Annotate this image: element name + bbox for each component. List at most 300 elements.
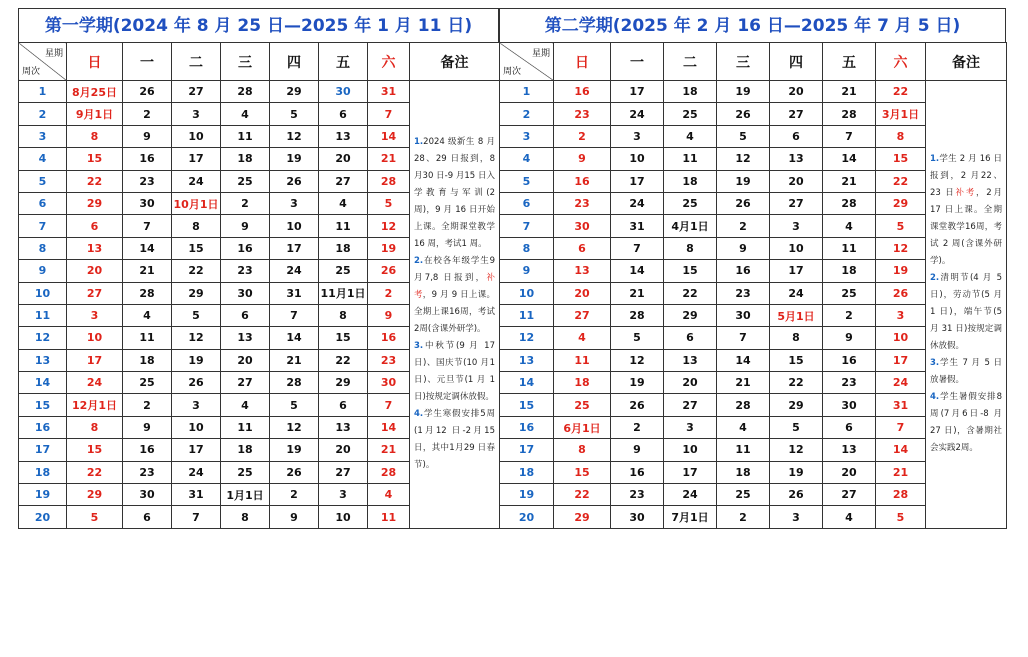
day-cell-thu: 22 [770,372,823,394]
day-cell-sun: 18 [554,372,611,394]
day-cell-wed: 8 [221,506,270,528]
day-cell-sat: 26 [876,282,926,304]
day-cell-wed: 2 [717,506,770,528]
day-header-tue: 二 [664,43,717,81]
day-cell-fri: 6 [319,103,368,125]
day-cell-sat: 26 [368,260,410,282]
day-cell-fri: 3 [319,484,368,506]
semester-1-title: 第一学期(2024 年 8 月 25 日—2025 年 1 月 11 日) [18,8,499,42]
day-cell-tue: 18 [664,170,717,192]
day-cell-mon: 23 [611,484,664,506]
day-cell-sat: 22 [876,170,926,192]
day-cell-wed: 30 [717,304,770,326]
day-cell-sat: 21 [876,461,926,483]
semester-2-title: 第二学期(2025 年 2 月 16 日—2025 年 7 月 5 日) [499,8,1006,42]
week-number: 9 [500,260,554,282]
day-cell-thu: 6 [770,125,823,147]
day-cell-tue: 22 [664,282,717,304]
day-cell-mon: 9 [123,125,172,147]
day-cell-fri: 13 [823,439,876,461]
note-number: 3. [414,341,424,352]
day-cell-fri: 23 [823,372,876,394]
day-cell-sun: 4 [554,327,611,349]
corner-weekday-label: 星期 [531,49,550,59]
day-cell-thu: 21 [270,349,319,371]
week-number: 9 [19,260,67,282]
day-cell-thu: 13 [770,148,823,170]
day-cell-wed: 2 [221,192,270,214]
day-cell-sun: 30 [554,215,611,237]
day-cell-thu: 5 [270,394,319,416]
day-cell-wed: 2 [717,215,770,237]
semester-1-weeks [19,81,500,529]
day-cell-fri: 16 [823,349,876,371]
week-number: 18 [500,461,554,483]
day-cell-wed: 12 [717,148,770,170]
day-cell-sat: 8 [876,125,926,147]
week-number: 2 [19,103,67,125]
day-cell-mon: 30 [611,506,664,528]
day-cell-mon: 30 [123,484,172,506]
day-cell-thu: 3 [270,192,319,214]
day-cell-sun: 6 [554,237,611,259]
day-cell-mon: 3 [611,125,664,147]
day-cell-sun: 20 [67,260,123,282]
day-cell-mon: 14 [123,237,172,259]
day-cell-sat: 12 [368,215,410,237]
week-number: 20 [500,506,554,528]
day-header-tue: 二 [172,43,221,81]
day-cell-sat: 5 [876,506,926,528]
day-cell-sun: 29 [67,192,123,214]
day-cell-tue: 6 [664,327,717,349]
day-cell-tue: 24 [664,484,717,506]
semester-2-weeks [500,81,1007,529]
note-item [414,134,495,253]
day-cell-sat: 22 [876,81,926,103]
day-cell-fri: 13 [319,125,368,147]
day-cell-fri: 13 [319,416,368,438]
week-number: 7 [19,215,67,237]
day-cell-mon: 7 [123,215,172,237]
day-cell-fri: 18 [319,237,368,259]
day-cell-thu: 26 [270,170,319,192]
day-cell-sun: 11 [554,349,611,371]
day-cell-thu: 29 [770,394,823,416]
day-cell-tue: 22 [172,260,221,282]
day-cell-sat: 17 [876,349,926,371]
day-cell-fri: 2 [823,304,876,326]
notes-cell [926,81,1007,529]
day-cell-tue: 18 [664,81,717,103]
day-cell-sat: 2 [368,282,410,304]
day-cell-tue: 8 [172,215,221,237]
day-cell-thu: 19 [770,461,823,483]
day-cell-tue: 3 [172,103,221,125]
day-cell-wed: 26 [717,103,770,125]
day-cell-wed: 30 [221,282,270,304]
day-cell-mon: 16 [123,439,172,461]
day-header-mon: 一 [611,43,664,81]
week-number: 15 [19,394,67,416]
day-cell-sun: 8 [554,439,611,461]
day-cell-mon: 17 [611,81,664,103]
week-number: 5 [19,170,67,192]
week-number: 3 [500,125,554,147]
week-number: 4 [500,148,554,170]
day-cell-sat: 14 [368,125,410,147]
day-cell-wed: 7 [717,327,770,349]
corner-cell [500,43,554,81]
day-cell-sun: 13 [554,260,611,282]
day-cell-sat: 23 [368,349,410,371]
day-cell-tue: 17 [172,439,221,461]
day-cell-tue: 29 [172,282,221,304]
day-cell-tue: 27 [664,394,717,416]
day-cell-sun: 22 [554,484,611,506]
day-cell-tue: 10月1日 [172,192,221,214]
day-cell-sun: 8 [67,416,123,438]
day-header-fri: 五 [823,43,876,81]
header-row [500,43,1007,81]
day-cell-sun: 3 [67,304,123,326]
week-number: 7 [500,215,554,237]
day-cell-sat: 31 [368,81,410,103]
day-cell-tue: 19 [172,349,221,371]
note-item [414,253,495,338]
day-cell-sun: 15 [67,148,123,170]
notes-header: 备注 [410,43,500,81]
note-item [930,389,1002,457]
week-number: 17 [500,439,554,461]
day-cell-sat: 14 [876,439,926,461]
day-cell-mon: 17 [611,170,664,192]
day-cell-thu: 17 [770,260,823,282]
week-number: 13 [19,349,67,371]
day-cell-sat: 30 [368,372,410,394]
day-cell-tue: 10 [172,416,221,438]
day-cell-wed: 11 [221,416,270,438]
day-cell-fri: 11月1日 [319,282,368,304]
day-cell-fri: 4 [319,192,368,214]
day-header-sat: 六 [876,43,926,81]
day-cell-wed: 11 [717,439,770,461]
day-cell-sun: 8月25日 [67,81,123,103]
day-cell-fri: 30 [823,394,876,416]
day-cell-thu: 3 [770,506,823,528]
day-cell-fri: 11 [319,215,368,237]
day-cell-wed: 14 [717,349,770,371]
day-cell-sun: 10 [67,327,123,349]
day-cell-sat: 19 [368,237,410,259]
day-cell-thu: 26 [270,461,319,483]
day-cell-sun: 15 [67,439,123,461]
day-cell-fri: 15 [319,327,368,349]
day-cell-fri: 4 [823,215,876,237]
day-cell-wed: 4 [221,394,270,416]
day-cell-tue: 15 [172,237,221,259]
day-cell-sat: 21 [368,148,410,170]
day-cell-sat: 12 [876,237,926,259]
day-cell-tue: 10 [664,439,717,461]
day-cell-fri: 8 [319,304,368,326]
day-cell-thu: 15 [770,349,823,371]
day-cell-thu: 19 [270,439,319,461]
day-cell-thu: 3 [770,215,823,237]
week-number: 19 [500,484,554,506]
week-number: 17 [19,439,67,461]
day-cell-thu: 12 [770,439,823,461]
week-number: 4 [19,148,67,170]
semester-2-table [499,42,1007,529]
day-cell-thu: 7 [270,304,319,326]
day-cell-sat: 3 [876,304,926,326]
day-cell-mon: 5 [611,327,664,349]
week-number: 15 [500,394,554,416]
day-cell-sat: 24 [876,372,926,394]
day-cell-sun: 12月1日 [67,394,123,416]
day-cell-thu: 5 [770,416,823,438]
day-cell-tue: 26 [172,372,221,394]
day-cell-wed: 13 [221,327,270,349]
week-number: 6 [19,192,67,214]
day-cell-sat: 5 [368,192,410,214]
day-cell-fri: 18 [823,260,876,282]
day-cell-sun: 9 [554,148,611,170]
day-cell-fri: 7 [823,125,876,147]
note-item [414,338,495,406]
day-cell-mon: 2 [611,416,664,438]
day-cell-tue: 5 [172,304,221,326]
day-header-wed: 三 [221,43,270,81]
day-cell-fri: 27 [823,484,876,506]
day-cell-fri: 28 [823,192,876,214]
semester-2 [499,8,1006,529]
semester-1 [18,8,499,529]
day-cell-fri: 29 [319,372,368,394]
day-cell-wed: 9 [717,237,770,259]
day-cell-mon: 25 [123,372,172,394]
week-number: 2 [500,103,554,125]
week-number: 8 [500,237,554,259]
day-cell-sun: 27 [67,282,123,304]
header-row [19,43,500,81]
day-cell-tue: 7 [172,506,221,528]
day-header-mon: 一 [123,43,172,81]
day-cell-fri: 9 [823,327,876,349]
note-item [930,151,1002,270]
week-number: 11 [500,304,554,326]
note-number: 2. [414,256,424,267]
week-number: 1 [500,81,554,103]
day-cell-sun: 23 [554,192,611,214]
day-cell-wed: 18 [221,148,270,170]
corner-weekday-label: 星期 [44,49,63,59]
notes-cell [410,81,500,529]
day-header-thu: 四 [770,43,823,81]
day-cell-tue: 17 [172,148,221,170]
day-cell-wed: 28 [221,81,270,103]
week-number: 1 [19,81,67,103]
week-number: 10 [500,282,554,304]
day-cell-tue: 4 [664,125,717,147]
note-number: 4. [414,409,424,420]
day-cell-sat: 10 [876,327,926,349]
day-cell-mon: 26 [611,394,664,416]
day-cell-wed: 5 [717,125,770,147]
note-text: 学生 7 月 5 日放暑假。 [930,358,1002,386]
week-number: 13 [500,349,554,371]
day-cell-mon: 9 [611,439,664,461]
day-header-sat: 六 [368,43,410,81]
note-text: 学生暑假安排8周(7月6日-8 月 27 日)，含暑期社会实践2周。 [930,392,1002,454]
day-cell-tue: 27 [172,81,221,103]
day-cell-thu: 10 [270,215,319,237]
day-cell-thu: 24 [270,260,319,282]
day-cell-sat: 28 [876,484,926,506]
day-cell-tue: 3 [172,394,221,416]
day-cell-thu: 2 [270,484,319,506]
note-number: 1. [414,137,424,148]
week-number: 3 [19,125,67,147]
note-text: 在校各年级学生9月7,8 日报到， [414,256,495,284]
corner-week-label: 周次 [22,67,41,77]
week-number: 14 [19,372,67,394]
day-cell-tue: 15 [664,260,717,282]
day-cell-sun: 16 [554,170,611,192]
day-cell-mon: 23 [123,461,172,483]
day-cell-fri: 6 [319,394,368,416]
day-cell-sun: 29 [554,506,611,528]
note-item [930,355,1002,389]
week-number: 10 [19,282,67,304]
day-cell-sat: 11 [368,506,410,528]
day-cell-sun: 15 [554,461,611,483]
note-highlight: 补考 [955,188,977,199]
day-cell-wed: 18 [717,461,770,483]
day-cell-fri: 28 [823,103,876,125]
day-cell-thu: 14 [270,327,319,349]
day-cell-fri: 4 [823,506,876,528]
day-cell-mon: 2 [123,103,172,125]
note-highlight: 补考 [414,273,495,301]
day-cell-mon: 24 [611,103,664,125]
day-cell-wed: 16 [717,260,770,282]
day-cell-sat: 14 [368,416,410,438]
day-cell-mon: 30 [123,192,172,214]
note-item [414,406,495,474]
notes-header: 备注 [926,43,1007,81]
week-number: 8 [19,237,67,259]
day-cell-tue: 29 [664,304,717,326]
day-cell-sat: 4 [368,484,410,506]
day-cell-tue: 11 [664,148,717,170]
week-number: 6 [500,192,554,214]
note-number: 2. [930,273,940,284]
day-cell-mon: 11 [123,327,172,349]
day-cell-mon: 19 [611,372,664,394]
note-text: 学生寒假安排5周(1月12 日-2月15 日，其中1月29 日春节)。 [414,409,495,471]
day-cell-fri: 6 [823,416,876,438]
day-cell-fri: 25 [319,260,368,282]
day-cell-fri: 10 [319,506,368,528]
note-text: ，2月17 日上课。全期课堂教学16周，考试 2 周(含课外研学)。 [930,188,1002,267]
day-cell-mon: 23 [123,170,172,192]
day-cell-fri: 22 [319,349,368,371]
note-text: 中秋节(9 月 17 日)、国庆节(10 月1 日)、元旦节(1 月 1 日)按规定调休放假。 [414,341,495,403]
day-cell-wed: 27 [221,372,270,394]
note-text: 清明节(4 月 5 日)，劳动节(5 月 1 日)，端午节(5 月 31 日)按规定调休放假。 [930,273,1002,352]
day-cell-sat: 3月1日 [876,103,926,125]
day-cell-sat: 29 [876,192,926,214]
day-cell-mon: 31 [611,215,664,237]
day-cell-sat: 5 [876,215,926,237]
day-cell-wed: 23 [717,282,770,304]
day-cell-fri: 20 [319,148,368,170]
day-cell-sat: 7 [876,416,926,438]
day-cell-wed: 20 [221,349,270,371]
semester-1-table [18,42,500,529]
day-header-sun: 日 [67,43,123,81]
day-cell-wed: 21 [717,372,770,394]
day-cell-tue: 25 [664,192,717,214]
day-cell-fri: 25 [823,282,876,304]
day-cell-mon: 16 [123,148,172,170]
day-cell-wed: 25 [221,461,270,483]
day-cell-tue: 17 [664,461,717,483]
day-cell-wed: 28 [717,394,770,416]
day-cell-sun: 8 [67,125,123,147]
week-number: 20 [19,506,67,528]
day-cell-mon: 6 [123,506,172,528]
day-cell-sat: 31 [876,394,926,416]
week-row [500,81,1007,103]
day-cell-thu: 10 [770,237,823,259]
day-cell-thu: 24 [770,282,823,304]
day-cell-sun: 9月1日 [67,103,123,125]
corner-week-label: 周次 [503,67,522,77]
day-cell-sat: 16 [368,327,410,349]
day-cell-mon: 7 [611,237,664,259]
day-cell-sun: 25 [554,394,611,416]
day-cell-sun: 17 [67,349,123,371]
day-cell-thu: 27 [770,192,823,214]
day-cell-wed: 25 [221,170,270,192]
day-cell-tue: 12 [172,327,221,349]
day-cell-wed: 6 [221,304,270,326]
day-cell-wed: 9 [221,215,270,237]
day-cell-tue: 24 [172,461,221,483]
week-number: 12 [19,327,67,349]
day-cell-mon: 10 [611,148,664,170]
week-number: 11 [19,304,67,326]
day-cell-wed: 19 [717,81,770,103]
day-cell-wed: 1月1日 [221,484,270,506]
day-cell-fri: 20 [319,439,368,461]
day-cell-sat: 9 [368,304,410,326]
day-cell-tue: 3 [664,416,717,438]
day-cell-sun: 6月1日 [554,416,611,438]
week-number: 16 [500,416,554,438]
day-cell-thu: 9 [270,506,319,528]
day-cell-mon: 26 [123,81,172,103]
day-cell-mon: 24 [611,192,664,214]
day-cell-sun: 24 [67,372,123,394]
day-cell-wed: 11 [221,125,270,147]
note-item [930,270,1002,355]
day-cell-thu: 12 [270,125,319,147]
day-cell-mon: 28 [611,304,664,326]
